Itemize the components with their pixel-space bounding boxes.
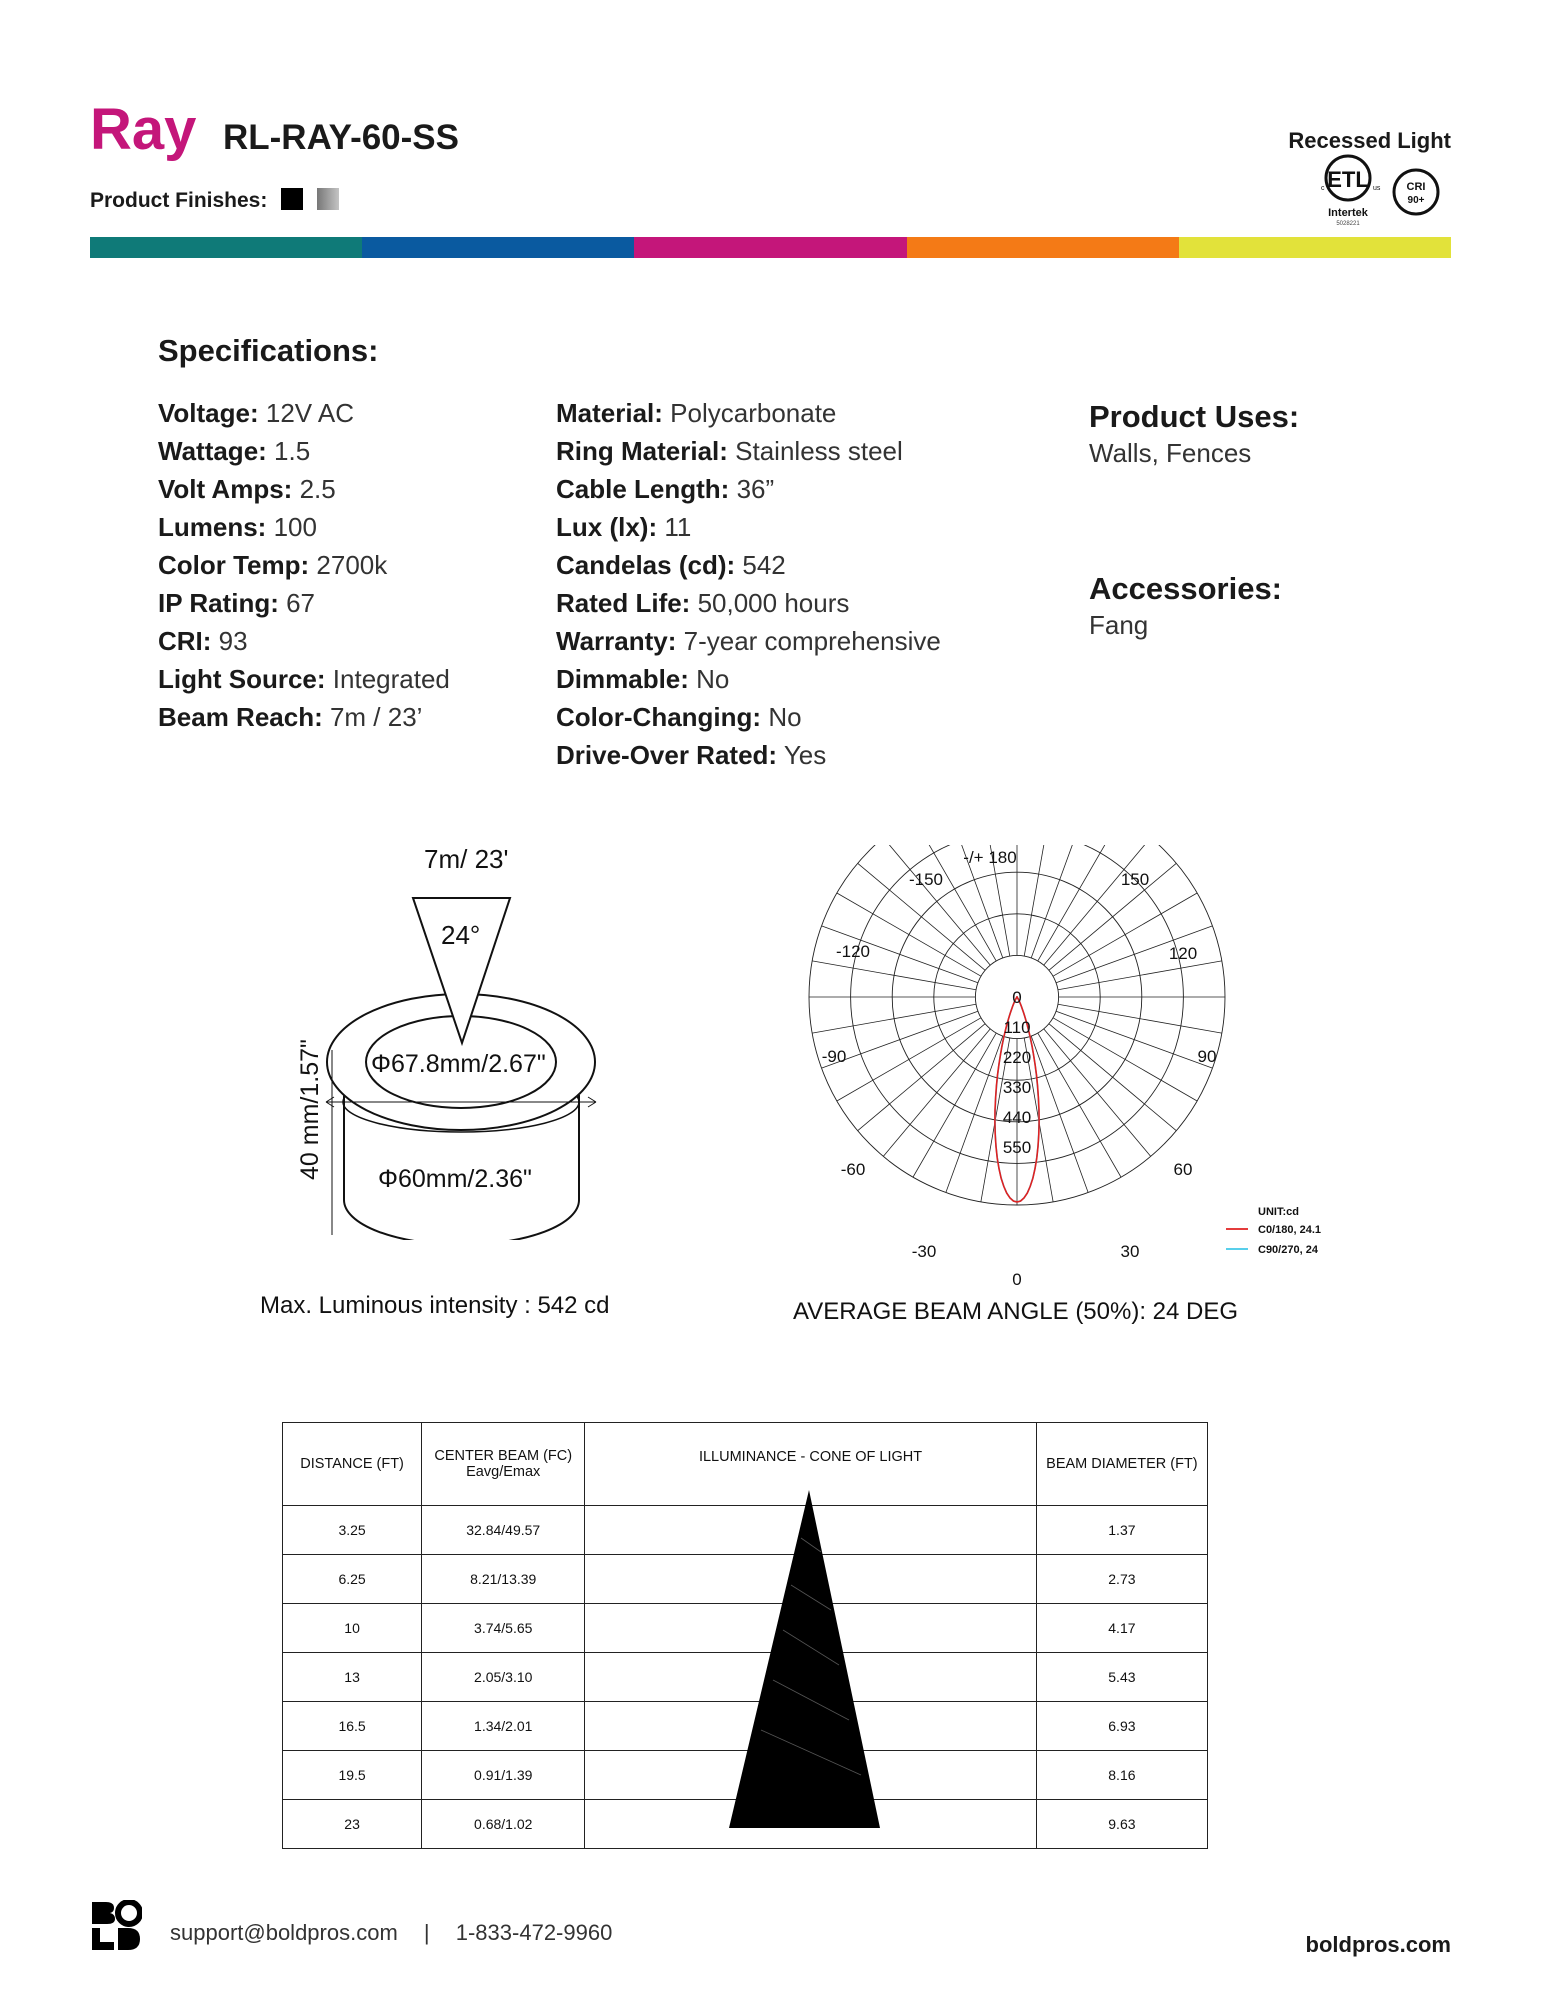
spec-value: Stainless steel — [735, 436, 903, 466]
spec-label: Candelas (cd): — [556, 550, 736, 580]
cell-center-beam: 0.68/1.02 — [422, 1800, 585, 1849]
spec-row — [158, 394, 450, 432]
brand-color-bar — [90, 237, 1451, 258]
polar-spoke — [1038, 845, 1121, 961]
polar-spoke — [1058, 961, 1222, 990]
polar-spoke — [858, 1024, 985, 1131]
cell-center-beam: 8.21/13.39 — [422, 1555, 585, 1604]
svg-text:5028221: 5028221 — [1336, 221, 1360, 227]
polar-spoke — [812, 1004, 976, 1033]
bold-logo-icon — [90, 1900, 142, 1952]
spec-row — [556, 584, 941, 622]
spec-value: 100 — [273, 512, 317, 542]
spec-row — [556, 698, 941, 736]
polar-angle-label: 120 — [1168, 944, 1198, 963]
spec-value: 11 — [664, 512, 692, 542]
svg-text:90+: 90+ — [1407, 195, 1425, 206]
polar-radial-label: 220 — [1002, 1047, 1032, 1067]
spec-column-2 — [556, 394, 941, 774]
spec-label: Voltage: — [158, 398, 259, 428]
polar-angle-label: -120 — [835, 942, 871, 961]
spec-label: Drive-Over Rated: — [556, 740, 778, 770]
accessories-value: Fang — [1089, 610, 1149, 640]
polar-angle-label: -150 — [908, 870, 944, 889]
spec-label: Warranty: — [556, 626, 677, 656]
spec-label: CRI: — [158, 626, 212, 656]
polar-spoke — [1053, 893, 1197, 976]
finish-swatch-black — [281, 188, 303, 210]
spec-label: Cable Length: — [556, 474, 730, 504]
polar-radial-label: 110 — [1003, 1017, 1031, 1037]
spec-label: Beam Reach: — [158, 702, 323, 732]
spec-row — [158, 508, 450, 546]
cell-center-beam: 1.34/2.01 — [422, 1702, 585, 1751]
finishes-label: Product Finishes: — [90, 189, 268, 212]
svg-text:us: us — [1373, 185, 1381, 192]
finishes-row — [90, 188, 339, 213]
cell-distance: 19.5 — [283, 1751, 422, 1800]
spec-value: 67 — [286, 588, 316, 618]
spec-row — [158, 698, 450, 736]
svg-text:CRI: CRI — [1406, 181, 1426, 193]
polar-angle-label: 30 — [1120, 1242, 1140, 1261]
spec-row — [158, 584, 450, 622]
cell-beam-diameter: 9.63 — [1036, 1800, 1207, 1849]
beam-angle-caption: AVERAGE BEAM ANGLE (50%): 24 DEG — [793, 1298, 1239, 1325]
body-diameter-label: Φ60mm/2.36" — [378, 1165, 532, 1193]
spec-value: Integrated — [332, 664, 450, 694]
product-model: RL-RAY-60-SS — [223, 118, 459, 157]
polar-spoke — [812, 961, 976, 990]
footer-contact — [170, 1920, 612, 1946]
svg-text:ETL: ETL — [1327, 167, 1369, 192]
cell-center-beam: 32.84/49.57 — [422, 1506, 585, 1555]
top-diameter-label: Φ67.8mm/2.67" — [371, 1050, 546, 1078]
header-center-beam — [422, 1423, 585, 1506]
spec-value: 12V AC — [265, 398, 355, 428]
spec-value: 2700k — [316, 550, 388, 580]
polar-angle-label: -90 — [821, 1047, 847, 1066]
spec-row — [158, 546, 450, 584]
spec-label: Ring Material: — [556, 436, 728, 466]
website-link[interactable]: boldpros.com — [1305, 1932, 1451, 1957]
spec-value: 542 — [742, 550, 786, 580]
polar-angle-label: 150 — [1120, 870, 1150, 889]
spec-label: Color-Changing: — [556, 702, 762, 732]
spec-value: No — [768, 702, 802, 732]
beam-reach-label: 7m/ 23' — [424, 844, 509, 874]
cell-beam-diameter: 4.17 — [1036, 1604, 1207, 1653]
polar-angle-label: 90 — [1197, 1047, 1217, 1066]
spec-label: Volt Amps: — [158, 474, 293, 504]
polar-angle-label: -/+ 180 — [963, 848, 1017, 867]
header-beam-diameter: BEAM DIAMETER (FT) — [1036, 1423, 1207, 1506]
cell-center-beam: 3.74/5.65 — [422, 1604, 585, 1653]
support-email[interactable]: support@boldpros.com — [170, 1920, 398, 1945]
spec-label: Light Source: — [158, 664, 326, 694]
header-center-beam-label: CENTER BEAM (FC) — [434, 1448, 573, 1464]
spec-column-1 — [158, 394, 450, 736]
spec-value: 2.5 — [299, 474, 336, 504]
polar-spoke — [1024, 845, 1053, 956]
spec-row — [158, 470, 450, 508]
max-intensity-caption: Max. Luminous intensity : 542 cd — [260, 1292, 610, 1319]
polar-angle-label: 0 — [1012, 1270, 1022, 1285]
cell-beam-diameter: 2.73 — [1036, 1555, 1207, 1604]
spec-row — [556, 432, 941, 470]
cri-badge-icon — [1394, 170, 1438, 214]
spec-value: 93 — [218, 626, 248, 656]
spec-row — [158, 432, 450, 470]
spec-value: 50,000 hours — [697, 588, 850, 618]
polar-spoke — [837, 893, 981, 976]
footer-separator: | — [423, 1920, 430, 1945]
spec-row — [556, 622, 941, 660]
product-name: Ray — [90, 97, 197, 162]
spec-row — [556, 508, 941, 546]
polar-spoke — [1044, 845, 1151, 965]
polar-radial-label: 0 — [1012, 988, 1022, 1007]
beam-angle-label: 24° — [441, 920, 481, 950]
cell-beam-diameter: 1.37 — [1036, 1506, 1207, 1555]
spec-value: No — [696, 664, 730, 694]
spec-value: Yes — [783, 740, 827, 770]
header-cone: ILLUMINANCE - CONE OF LIGHT — [585, 1423, 1036, 1506]
spec-label: Lux (lx): — [556, 512, 658, 542]
cell-beam-diameter: 8.16 — [1036, 1751, 1207, 1800]
spec-value: 7m / 23’ — [329, 702, 423, 732]
cell-distance: 16.5 — [283, 1702, 422, 1751]
legend-c90: C90/270, 24 — [1258, 1244, 1318, 1256]
spec-row — [556, 736, 941, 774]
spec-label: Dimmable: — [556, 664, 689, 694]
polar-spoke — [1049, 863, 1176, 970]
polar-spoke — [1056, 1011, 1212, 1068]
polar-spoke — [1058, 1004, 1222, 1033]
cone-of-light-graphic — [721, 1490, 881, 1828]
polar-spoke — [837, 1018, 981, 1101]
accessories-heading: Accessories: — [1089, 571, 1283, 606]
cell-center-beam: 2.05/3.10 — [422, 1653, 585, 1702]
finish-swatch-steel — [317, 188, 339, 210]
polar-spoke — [1053, 1018, 1197, 1101]
polar-spoke — [1031, 845, 1088, 958]
cell-beam-diameter: 6.93 — [1036, 1702, 1207, 1751]
polar-spoke — [883, 1029, 990, 1156]
spec-label: Lumens: — [158, 512, 267, 542]
legend-c0: C0/180, 24.1 — [1258, 1224, 1321, 1236]
spec-value: 36” — [736, 474, 775, 504]
polar-angle-label: -60 — [840, 1160, 866, 1179]
polar-spoke — [1049, 1024, 1176, 1131]
spec-row — [556, 546, 941, 584]
polar-intensity-chart — [790, 845, 1350, 1285]
svg-text:Intertek: Intertek — [1328, 207, 1368, 219]
spec-label: Wattage: — [158, 436, 267, 466]
polar-legend — [1226, 1206, 1321, 1256]
product-category: Recessed Light — [1288, 128, 1451, 153]
cell-beam-diameter: 5.43 — [1036, 1653, 1207, 1702]
header-distance: DISTANCE (FT) — [283, 1423, 422, 1506]
polar-angle-label: 60 — [1173, 1160, 1193, 1179]
polar-radial-label: 440 — [1002, 1107, 1032, 1127]
legend-unit: UNIT:cd — [1258, 1206, 1299, 1218]
certification-logos — [1302, 152, 1442, 230]
product-uses-heading: Product Uses: — [1089, 399, 1300, 434]
etl-intertek-icon — [1321, 156, 1381, 227]
spec-value: 1.5 — [274, 436, 311, 466]
header-center-beam-sub: Eavg/Emax — [466, 1464, 541, 1480]
spec-row — [158, 622, 450, 660]
cell-distance: 10 — [283, 1604, 422, 1653]
polar-angle-label: -30 — [911, 1242, 937, 1261]
spec-value: Polycarbonate — [670, 398, 837, 428]
cell-distance: 3.25 — [283, 1506, 422, 1555]
polar-radial-label: 330 — [1002, 1077, 1032, 1097]
polar-spoke — [1044, 1029, 1151, 1156]
spec-value: 7-year comprehensive — [683, 626, 941, 656]
spec-row — [556, 394, 941, 432]
cell-distance: 6.25 — [283, 1555, 422, 1604]
cell-center-beam: 0.91/1.39 — [422, 1751, 585, 1800]
spec-label: IP Rating: — [158, 588, 279, 618]
spec-row — [158, 660, 450, 698]
polar-radial-label: 550 — [1002, 1137, 1032, 1157]
cell-distance: 13 — [283, 1653, 422, 1702]
spec-row — [556, 660, 941, 698]
svg-text:c: c — [1321, 185, 1325, 192]
support-phone[interactable]: 1-833-472-9960 — [455, 1920, 613, 1945]
cell-distance: 23 — [283, 1800, 422, 1849]
spec-label: Rated Life: — [556, 588, 691, 618]
polar-spoke — [913, 1033, 996, 1177]
product-uses-value: Walls, Fences — [1089, 438, 1252, 468]
spec-label: Material: — [556, 398, 663, 428]
specifications-heading: Specifications: — [158, 333, 379, 368]
spec-label: Color Temp: — [158, 550, 310, 580]
polar-spoke — [1038, 1033, 1121, 1177]
height-label: 40 mm/1.57" — [296, 1039, 324, 1180]
spec-row — [556, 470, 941, 508]
